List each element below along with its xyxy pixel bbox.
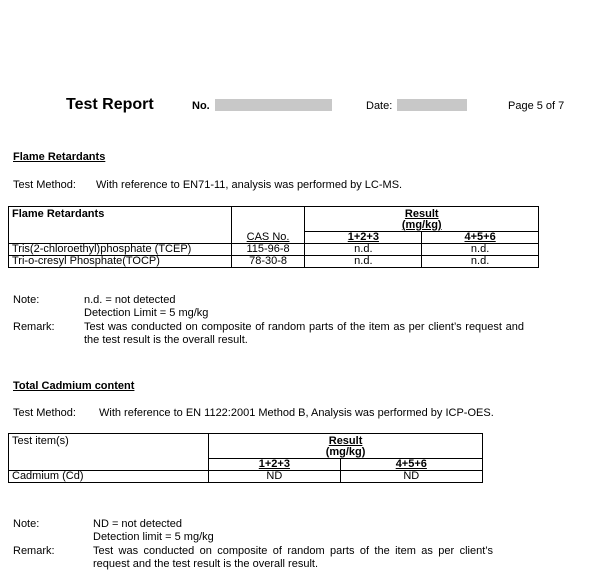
remark-label: Remark: [13,545,55,557]
result-sample-2: n.d. [422,244,539,256]
remark-label: Remark: [13,321,55,333]
cadmium-table [8,433,483,483]
remark-text: Test was conducted on composite of random parts of the item as per client’s request and the test result is the overall result. [84,321,524,346]
sample-1-header: 1+2+3 [209,459,340,471]
result-header [209,434,483,459]
cas-number: 78-30-8 [231,256,305,268]
table-row [9,256,539,268]
cas-number: 115-96-8 [231,244,305,256]
test-method-text: With reference to EN71-11, analysis was performed by LC-MS. [96,179,403,191]
remark-text: Test was conducted on composite of random parts of the item as per client’s request and the test result is the overall result. [93,545,493,570]
result-header [305,207,539,232]
result-unit: (mg/kg) [401,219,442,231]
flame-retardants-table [8,206,539,268]
cas-header [231,232,305,244]
column-header-item: Flame Retardants [9,207,232,244]
redacted-report-number [215,99,332,111]
table-row [9,471,483,483]
page-number: Page 5 of 7 [508,100,565,112]
note-not-detected: n.d. = not detected [84,294,176,306]
note-detection-limit: Detection limit = 5 mg/kg [93,531,214,543]
substance-name: Tri-o-cresyl Phosphate(TOCP) [9,256,232,268]
result-unit: (mg/kg) [325,446,366,458]
cas-header-spacer [231,207,305,232]
result-sample-1: n.d. [305,244,422,256]
section-title-total-cadmium: Total Cadmium content [13,380,135,392]
result-sample-2: n.d. [422,256,539,268]
result-label: Result [328,435,363,447]
substance-name: Cadmium (Cd) [9,471,209,483]
substance-name: Tris(2-chloroethyl)phosphate (TCEP) [9,244,232,256]
test-method-label: Test Method: [13,407,76,419]
test-method-text: With reference to EN 1122:2001 Method B, Analysis was performed by ICP-OES. [99,407,494,419]
note-label: Note: [13,294,40,306]
sample-2-header: 4+5+6 [422,232,539,244]
test-method-label: Test Method: [13,179,76,191]
sample-1-header: 1+2+3 [305,232,422,244]
result-sample-2: ND [340,471,482,483]
section-title-flame-retardants: Flame Retardants [13,151,106,163]
note-label: Note: [13,518,40,530]
result-sample-1: ND [209,471,340,483]
report-number-label: No. [192,100,210,112]
cas-header-label: CAS No. [246,230,290,243]
table-row [9,244,539,256]
note-not-detected: ND = not detected [93,518,182,530]
date-label: Date: [366,100,393,112]
report-title: Test Report [66,96,154,113]
note-detection-limit: Detection Limit = 5 mg/kg [84,307,209,319]
result-sample-1: n.d. [305,256,422,268]
column-header-item: Test item(s) [9,434,209,471]
result-label: Result [404,208,439,220]
table-header-row [9,207,539,232]
sample-2-header: 4+5+6 [340,459,482,471]
table-header-row [9,434,483,459]
redacted-date [397,99,467,111]
